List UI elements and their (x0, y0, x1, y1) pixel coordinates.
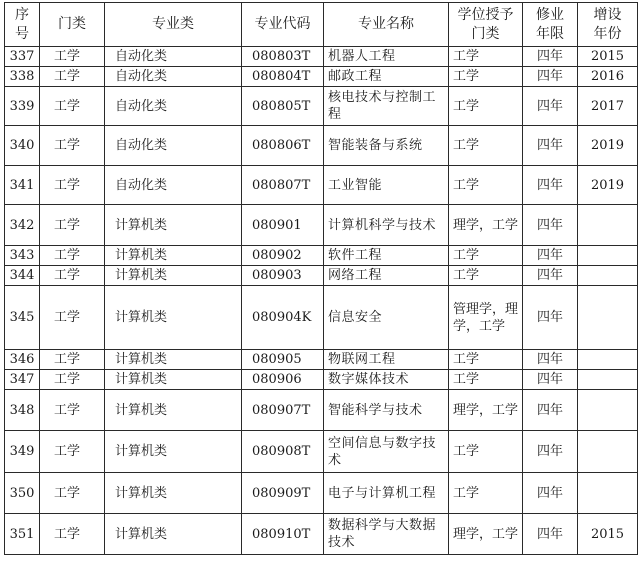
duration-cell: 四年 (523, 246, 578, 266)
category-cell: 计算机类 (105, 370, 242, 390)
header-duration: 修业年限 (523, 3, 578, 47)
duration-cell: 四年 (523, 205, 578, 246)
degree-cell: 工学 (449, 473, 523, 514)
name-cell: 软件工程 (324, 246, 449, 266)
code-cell: 080903 (242, 266, 324, 286)
code-cell: 080805T (242, 87, 324, 126)
degree-cell: 工学 (449, 47, 523, 67)
degree-cell: 工学 (449, 166, 523, 205)
code-cell: 080804T (242, 67, 324, 87)
degree-cell: 理学，工学 (449, 514, 523, 555)
table-row (5, 286, 638, 350)
category-cell: 计算机类 (105, 431, 242, 473)
category-cell: 自动化类 (105, 67, 242, 87)
door-cell: 工学 (40, 370, 105, 390)
door-cell: 工学 (40, 67, 105, 87)
name-cell: 智能装备与系统 (324, 126, 449, 166)
header-name: 专业名称 (324, 3, 449, 47)
degree-cell: 工学 (449, 266, 523, 286)
header-degree: 学位授予门类 (449, 3, 523, 47)
category-cell: 计算机类 (105, 246, 242, 266)
table-row (5, 67, 638, 87)
door-cell: 工学 (40, 126, 105, 166)
category-cell: 自动化类 (105, 166, 242, 205)
table-row (5, 431, 638, 473)
header-door: 门类 (40, 3, 105, 47)
door-cell: 工学 (40, 514, 105, 555)
seq-cell: 339 (5, 87, 40, 126)
code-cell: 080904K (242, 286, 324, 350)
year-cell (578, 390, 638, 431)
duration-cell: 四年 (523, 473, 578, 514)
door-cell: 工学 (40, 431, 105, 473)
duration-cell: 四年 (523, 370, 578, 390)
degree-cell: 工学 (449, 246, 523, 266)
name-cell: 数字媒体技术 (324, 370, 449, 390)
category-cell: 计算机类 (105, 205, 242, 246)
name-cell: 网络工程 (324, 266, 449, 286)
header-year: 增设年份 (578, 3, 638, 47)
duration-cell: 四年 (523, 286, 578, 350)
table-row (5, 370, 638, 390)
name-cell: 邮政工程 (324, 67, 449, 87)
duration-cell: 四年 (523, 431, 578, 473)
code-cell: 080902 (242, 246, 324, 266)
door-cell: 工学 (40, 205, 105, 246)
degree-cell: 工学 (449, 87, 523, 126)
table-row (5, 126, 638, 166)
table-row (5, 514, 638, 555)
code-cell: 080905 (242, 350, 324, 370)
code-cell: 080910T (242, 514, 324, 555)
seq-cell: 350 (5, 473, 40, 514)
code-cell: 080909T (242, 473, 324, 514)
door-cell: 工学 (40, 87, 105, 126)
table-row (5, 205, 638, 246)
door-cell: 工学 (40, 47, 105, 67)
duration-cell: 四年 (523, 266, 578, 286)
header-row (5, 3, 638, 47)
code-cell: 080901 (242, 205, 324, 246)
duration-cell: 四年 (523, 126, 578, 166)
name-cell: 计算机科学与技术 (324, 205, 449, 246)
name-cell: 电子与计算机工程 (324, 473, 449, 514)
name-cell: 数据科学与大数据技术 (324, 514, 449, 555)
header-code: 专业代码 (242, 3, 324, 47)
degree-cell: 工学 (449, 370, 523, 390)
duration-cell: 四年 (523, 350, 578, 370)
header-category: 专业类 (105, 3, 242, 47)
category-cell: 计算机类 (105, 473, 242, 514)
degree-cell: 工学 (449, 126, 523, 166)
name-cell: 信息安全 (324, 286, 449, 350)
table-row (5, 390, 638, 431)
name-cell: 空间信息与数字技术 (324, 431, 449, 473)
category-cell: 自动化类 (105, 126, 242, 166)
year-cell: 2015 (578, 47, 638, 67)
table-body (5, 47, 638, 555)
duration-cell: 四年 (523, 166, 578, 205)
year-cell (578, 431, 638, 473)
table-row (5, 47, 638, 67)
seq-cell: 343 (5, 246, 40, 266)
door-cell: 工学 (40, 246, 105, 266)
code-cell: 080907T (242, 390, 324, 431)
year-cell (578, 205, 638, 246)
table-row (5, 473, 638, 514)
code-cell: 080906 (242, 370, 324, 390)
category-cell: 自动化类 (105, 87, 242, 126)
category-cell: 计算机类 (105, 286, 242, 350)
duration-cell: 四年 (523, 47, 578, 67)
seq-cell: 337 (5, 47, 40, 67)
year-cell: 2016 (578, 67, 638, 87)
duration-cell: 四年 (523, 390, 578, 431)
year-cell: 2017 (578, 87, 638, 126)
category-cell: 计算机类 (105, 350, 242, 370)
category-cell: 自动化类 (105, 47, 242, 67)
year-cell (578, 246, 638, 266)
seq-cell: 344 (5, 266, 40, 286)
degree-cell: 理学，工学 (449, 205, 523, 246)
seq-cell: 346 (5, 350, 40, 370)
door-cell: 工学 (40, 286, 105, 350)
table-row (5, 166, 638, 205)
seq-cell: 342 (5, 205, 40, 246)
degree-cell: 工学 (449, 350, 523, 370)
seq-cell: 348 (5, 390, 40, 431)
year-cell (578, 266, 638, 286)
name-cell: 核电技术与控制工程 (324, 87, 449, 126)
seq-cell: 349 (5, 431, 40, 473)
door-cell: 工学 (40, 166, 105, 205)
category-cell: 计算机类 (105, 266, 242, 286)
degree-cell: 工学 (449, 431, 523, 473)
code-cell: 080806T (242, 126, 324, 166)
degree-cell: 理学，工学 (449, 390, 523, 431)
year-cell (578, 286, 638, 350)
table-row (5, 266, 638, 286)
year-cell: 2019 (578, 126, 638, 166)
year-cell (578, 370, 638, 390)
name-cell: 机器人工程 (324, 47, 449, 67)
table-row (5, 350, 638, 370)
door-cell: 工学 (40, 266, 105, 286)
name-cell: 智能科学与技术 (324, 390, 449, 431)
seq-cell: 341 (5, 166, 40, 205)
seq-cell: 351 (5, 514, 40, 555)
degree-cell: 工学 (449, 67, 523, 87)
category-cell: 计算机类 (105, 390, 242, 431)
majors-table (4, 2, 638, 555)
year-cell (578, 350, 638, 370)
door-cell: 工学 (40, 350, 105, 370)
door-cell: 工学 (40, 473, 105, 514)
duration-cell: 四年 (523, 67, 578, 87)
seq-cell: 338 (5, 67, 40, 87)
year-cell: 2015 (578, 514, 638, 555)
seq-cell: 347 (5, 370, 40, 390)
code-cell: 080807T (242, 166, 324, 205)
header-seq: 序号 (5, 3, 40, 47)
duration-cell: 四年 (523, 514, 578, 555)
seq-cell: 345 (5, 286, 40, 350)
code-cell: 080803T (242, 47, 324, 67)
door-cell: 工学 (40, 390, 105, 431)
degree-cell: 管理学，理学，工学 (449, 286, 523, 350)
category-cell: 计算机类 (105, 514, 242, 555)
name-cell: 物联网工程 (324, 350, 449, 370)
table-row (5, 87, 638, 126)
duration-cell: 四年 (523, 87, 578, 126)
year-cell: 2019 (578, 166, 638, 205)
name-cell: 工业智能 (324, 166, 449, 205)
table-row (5, 246, 638, 266)
code-cell: 080908T (242, 431, 324, 473)
seq-cell: 340 (5, 126, 40, 166)
year-cell (578, 473, 638, 514)
